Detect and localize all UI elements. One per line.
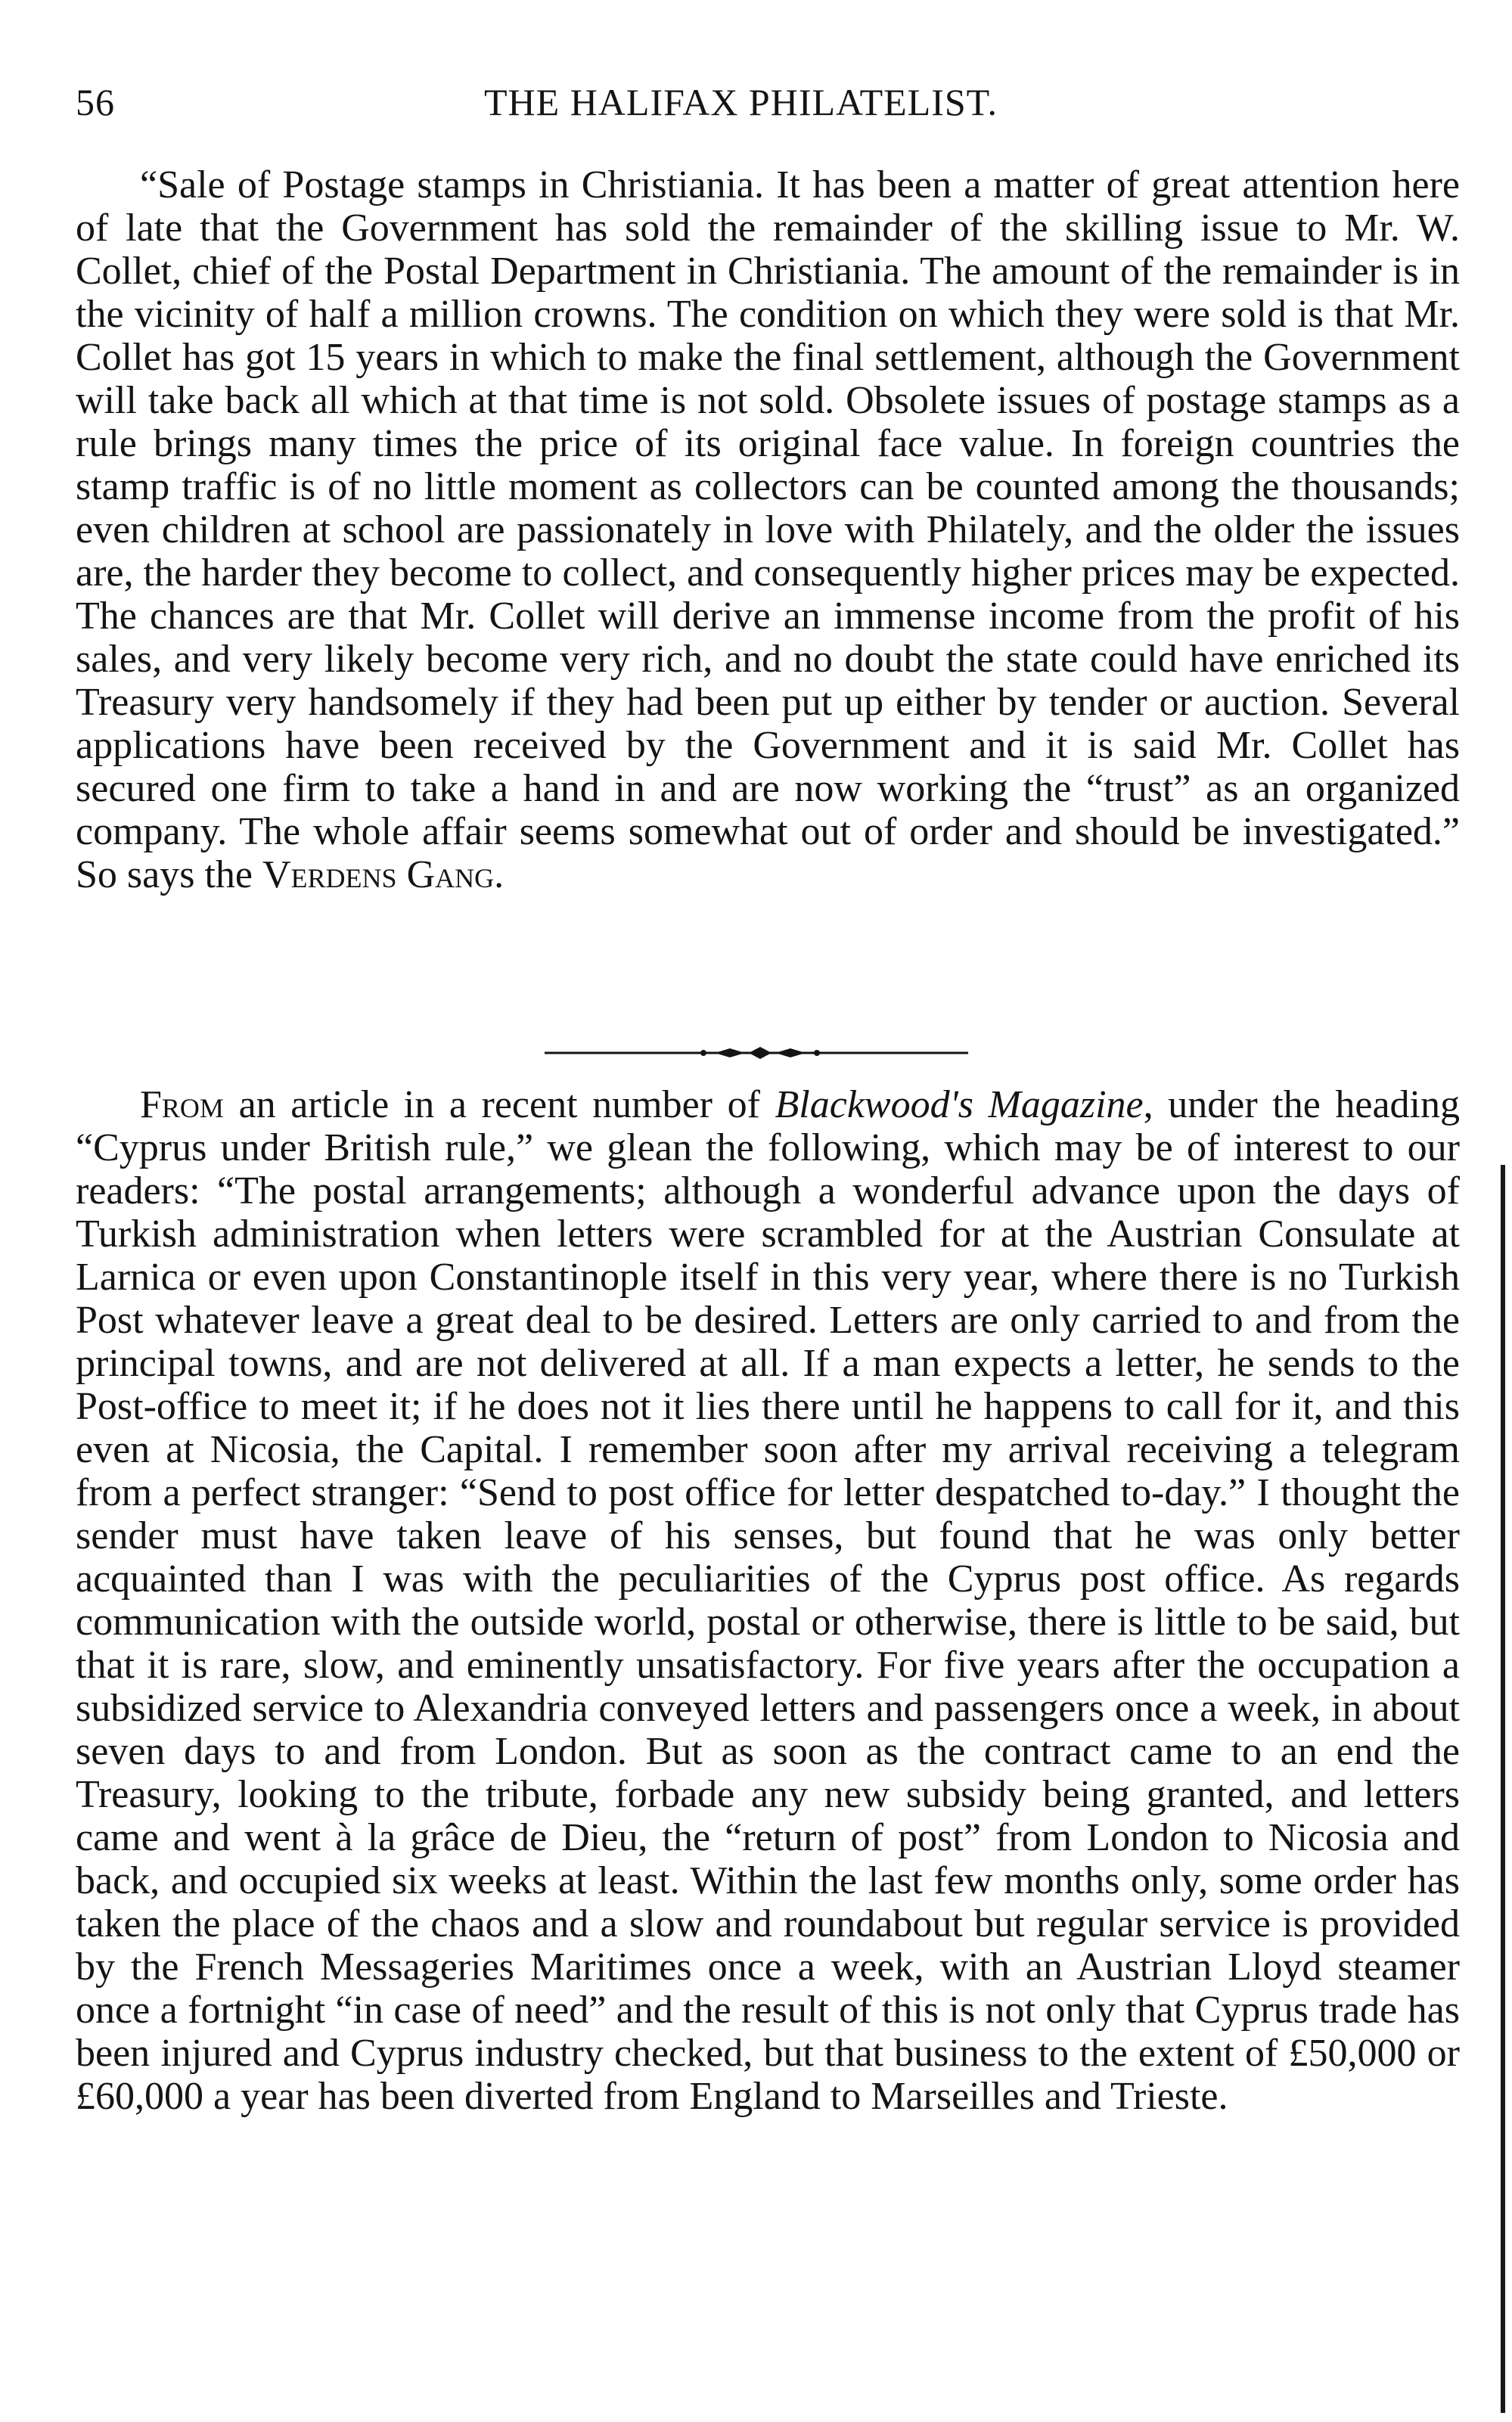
section-divider-ornament <box>545 1044 968 1062</box>
article-cyprus-intro: an article in a recent number of <box>223 1083 775 1126</box>
article-cyprus-body: , under the heading “Cyprus under British rule,” we glean the following, which may be of interest to our readers: “The postal arrangements; although a wonderful advance upon the days of Turkish administration when letters were scrambled for at the Austrian Consulate at Larnica or even upon Constantinople itself in this very year, where there is no Turkish Post whatever leave a great deal to be desired. Letters are only carried to and from the principal towns, and are not delivered at all. If a man expects a letter, he sends to the Post-office to meet it; if he does not it lies there until he happens to call for it, and this even at Nicosia, the Capital. I remember soon after my arrival receiving a telegram from a perfect stranger: “Send to post office for letter despatched to-day.” I thought the sender must have taken leave of his senses, but found that he was only better acquainted than I was with the peculiarities of the Cyprus post office. As regards communication with the outside world, postal or otherwise, there is little to be said, but that it is rare, slow, and eminently unsatisfactory. For five years after the occupation a subsidized service to Alexandria conveyed letters and passengers once a week, in about seven days to and from London. But as soon as the contract came to an end the Treasury, looking to the tribute, forbade any new subsidy being granted, and letters came and went à la grâce de Dieu, the “return of post” from London to Nicosia and back, and occupied six weeks at least. Within the last few months only, some order has taken the place of the chaos and a slow and roundabout but regular service is provided by the French Messageries Maritimes once a week, with an Austrian Lloyd steamer once a fortnight “in case of need” and the result of this is not only that Cyprus trade has been injured and Cyprus industry checked, but that business to the extent of £50,000 or £60,000 a year has been diverted from England to Marseilles and Trieste. <box>76 1083 1461 2118</box>
page-number: 56 <box>76 81 115 123</box>
newspaper-name: Verdens Gang <box>262 853 495 896</box>
article-cyprus-lead: From <box>140 1083 224 1126</box>
article-christiania-stamps <box>76 163 1460 896</box>
article-christiania-end: . <box>494 853 505 896</box>
page-header <box>76 76 1460 129</box>
article-christiania-text: “Sale of Postage stamps in Christiania. It has been a matter of great attention here of late that the Government has sold the remainder of the skilling issue to Mr. W. Collet, chief of the Postal Department in Christiania. The amount of the remainder is in the vicinity of half a million crowns. The condition on which they were sold is that Mr. Collet has got 15 years in which to make the final settlement, although the Government will take back all which at that time is not sold. Obsolete issues of postage stamps as a rule brings many times the price of its original face value. In foreign countries the stamp traffic is of no little moment as collectors can be counted among the thousands; even children at school are passionately in love with Philately, and the older the issues are, the harder they become to collect, and consequently higher prices may be expected. The chances are that Mr. Collet will derive an immense income from the profit of his sales, and very likely become very rich, and no doubt the state could have enriched its Treasury very handsomely if they had been put up either by tender or auction. Several applications have been received by the Government and it is said Mr. Collet has secured one firm to take a hand in and are now working the “trust” as an organized company. The whole affair seems somewhat out of order and should be investigated.” So says the <box>76 163 1460 896</box>
page-edge-rule <box>1501 1165 1505 2413</box>
page <box>76 0 1460 2422</box>
magazine-title: Blackwood's Magazine <box>775 1083 1144 1126</box>
running-title: THE HALIFAX PHILATELIST. <box>484 81 998 123</box>
article-cyprus-postal <box>76 1083 1460 2118</box>
